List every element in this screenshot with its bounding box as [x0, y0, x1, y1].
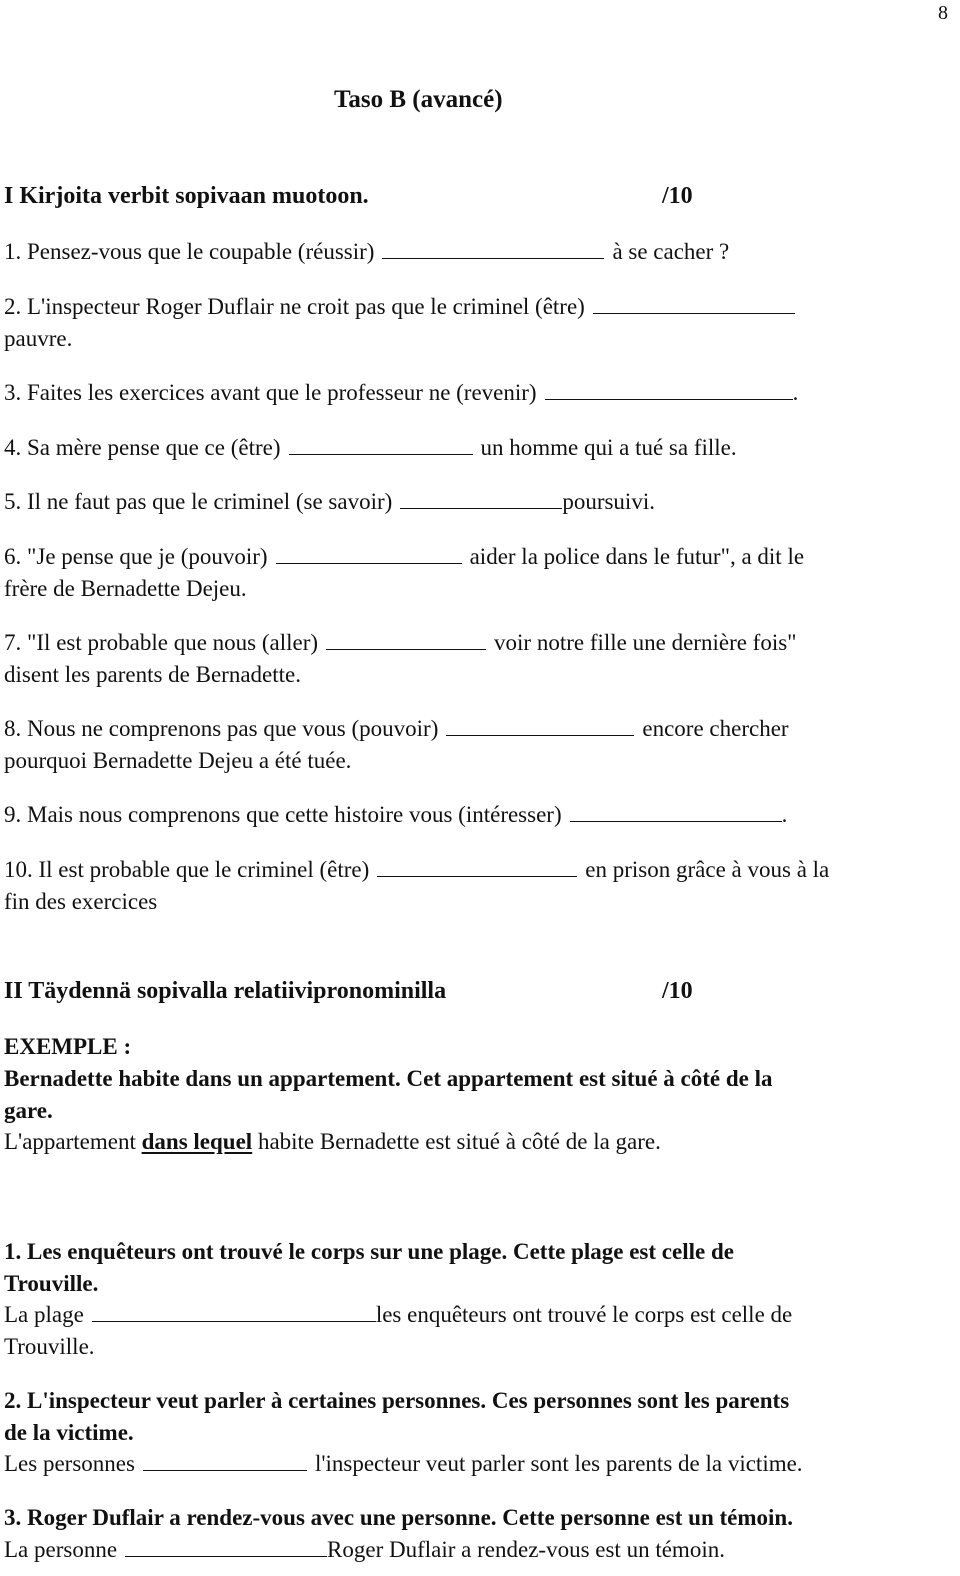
item-text: 8. Nous ne comprenons pas que vous (pouvoir) — [4, 716, 439, 741]
answer-blank[interactable] — [570, 799, 782, 822]
item-text: 9. Mais nous comprenons que cette histoire vous (intéresser) — [4, 802, 562, 827]
example-question-line-1: Bernadette habite dans un appartement. Cet appartement est situé à côté de la — [4, 1066, 773, 1091]
exercise-2-item-2-question-continued: de la victime. — [4, 1420, 134, 1445]
item-text: 7. "Il est probable que nous (aller) — [4, 630, 319, 655]
section-2-score: /10 — [662, 978, 693, 1004]
item-text: 2. L'inspecteur Roger Duflair ne croit pas que le criminel (être) — [4, 294, 585, 319]
answer-blank[interactable] — [545, 377, 793, 400]
answer-blank[interactable] — [593, 291, 795, 314]
exercise-1-item-1 — [4, 236, 729, 267]
item-text: l'inspecteur veut parler sont les parents de la victime. — [314, 1451, 803, 1476]
exercise-1-item-8-continued: pourquoi Bernadette Dejeu a été tuée. — [4, 748, 352, 773]
item-text: poursuivi. — [562, 489, 655, 514]
item-text: 6. "Je pense que je (pouvoir) — [4, 544, 268, 569]
item-text: à se cacher ? — [612, 239, 730, 264]
exercise-1-item-6 — [4, 541, 804, 572]
exercise-1-item-6-continued: frère de Bernadette Dejeu. — [4, 576, 247, 601]
exercise-1-item-5 — [4, 486, 655, 517]
exercise-2-item-1-answer — [4, 1299, 792, 1330]
answer-blank[interactable] — [92, 1299, 376, 1322]
page-title: Taso B (avancé) — [334, 86, 503, 113]
exercise-1-item-9 — [4, 799, 787, 830]
item-text: 5. Il ne faut pas que le criminel (se savoir) — [4, 489, 393, 514]
example-question-line-2: gare. — [4, 1098, 53, 1123]
answer-blank[interactable] — [125, 1534, 327, 1557]
exercise-2-item-3-question: 3. Roger Duflair a rendez-vous avec une personne. Cette personne est un témoin. — [4, 1505, 793, 1530]
exercise-1-item-7-continued: disent les parents de Bernadette. — [4, 662, 301, 687]
item-text: La plage — [4, 1302, 84, 1327]
exercise-1-item-2-continued: pauvre. — [4, 326, 73, 351]
exercise-1-item-3 — [4, 377, 798, 408]
example-answer-text: L'appartement — [4, 1129, 142, 1154]
item-text: les enquêteurs ont trouvé le corps est celle de — [375, 1302, 793, 1327]
exercise-1-item-10-continued: fin des exercices — [4, 889, 158, 914]
item-text: aider la police dans le futur", a dit le — [469, 544, 805, 569]
section-1-score: /10 — [662, 183, 693, 209]
exercise-1-item-7 — [4, 627, 797, 658]
item-text: Roger Duflair a rendez-vous est un témoin. — [327, 1537, 725, 1562]
item-text: Les personnes — [4, 1451, 135, 1476]
exercise-1-item-2 — [4, 291, 803, 322]
answer-blank[interactable] — [400, 486, 562, 509]
exercise-2-item-2-question: 2. L'inspecteur veut parler à certaines personnes. Ces personnes sont les parents — [4, 1388, 790, 1413]
exercise-1-item-4 — [4, 432, 737, 463]
item-text: . — [792, 380, 799, 405]
item-text: un homme qui a tué sa fille. — [480, 435, 737, 460]
exercise-2-item-2-answer — [4, 1448, 803, 1479]
example-label: EXEMPLE : — [4, 1034, 132, 1059]
exercise-1-item-10 — [4, 854, 829, 885]
section-2-heading: II Täydennä sopivalla relatiivipronominilla — [4, 978, 447, 1004]
answer-blank[interactable] — [326, 627, 486, 650]
answer-blank[interactable] — [276, 541, 462, 564]
item-text: encore chercher — [642, 716, 789, 741]
answer-blank[interactable] — [143, 1448, 307, 1471]
item-text: voir notre fille une dernière fois" — [494, 630, 797, 655]
answer-blank[interactable] — [446, 713, 634, 736]
section-1-heading: I Kirjoita verbit sopivaan muotoon. — [4, 183, 369, 209]
exercise-2-item-1-question-continued: Trouville. — [4, 1271, 99, 1296]
item-text: 10. Il est probable que le criminel (être) — [4, 857, 370, 882]
page-number: 8 — [938, 2, 948, 24]
exercise-2-item-1-question: 1. Les enquêteurs ont trouvé le corps sur une plage. Cette plage est celle de — [4, 1239, 734, 1264]
answer-blank[interactable] — [382, 236, 604, 259]
exercise-1-item-8 — [4, 713, 789, 744]
exercise-2-item-1-answer-continued: Trouville. — [4, 1334, 95, 1359]
item-text: . — [781, 802, 788, 827]
exercise-2-item-3-answer — [4, 1534, 725, 1565]
example-answer-underlined: dans lequel — [141, 1129, 253, 1154]
item-text: La personne — [4, 1537, 118, 1562]
example-answer-text: habite Bernadette est situé à côté de la gare. — [252, 1129, 661, 1154]
answer-blank[interactable] — [377, 854, 577, 877]
item-text: 1. Pensez-vous que le coupable (réussir) — [4, 239, 375, 264]
item-text: 3. Faites les exercices avant que le professeur ne (revenir) — [4, 380, 537, 405]
answer-blank[interactable] — [289, 432, 473, 455]
item-text: en prison grâce à vous à la — [585, 857, 830, 882]
example-answer — [4, 1126, 661, 1157]
item-text: 4. Sa mère pense que ce (être) — [4, 435, 281, 460]
